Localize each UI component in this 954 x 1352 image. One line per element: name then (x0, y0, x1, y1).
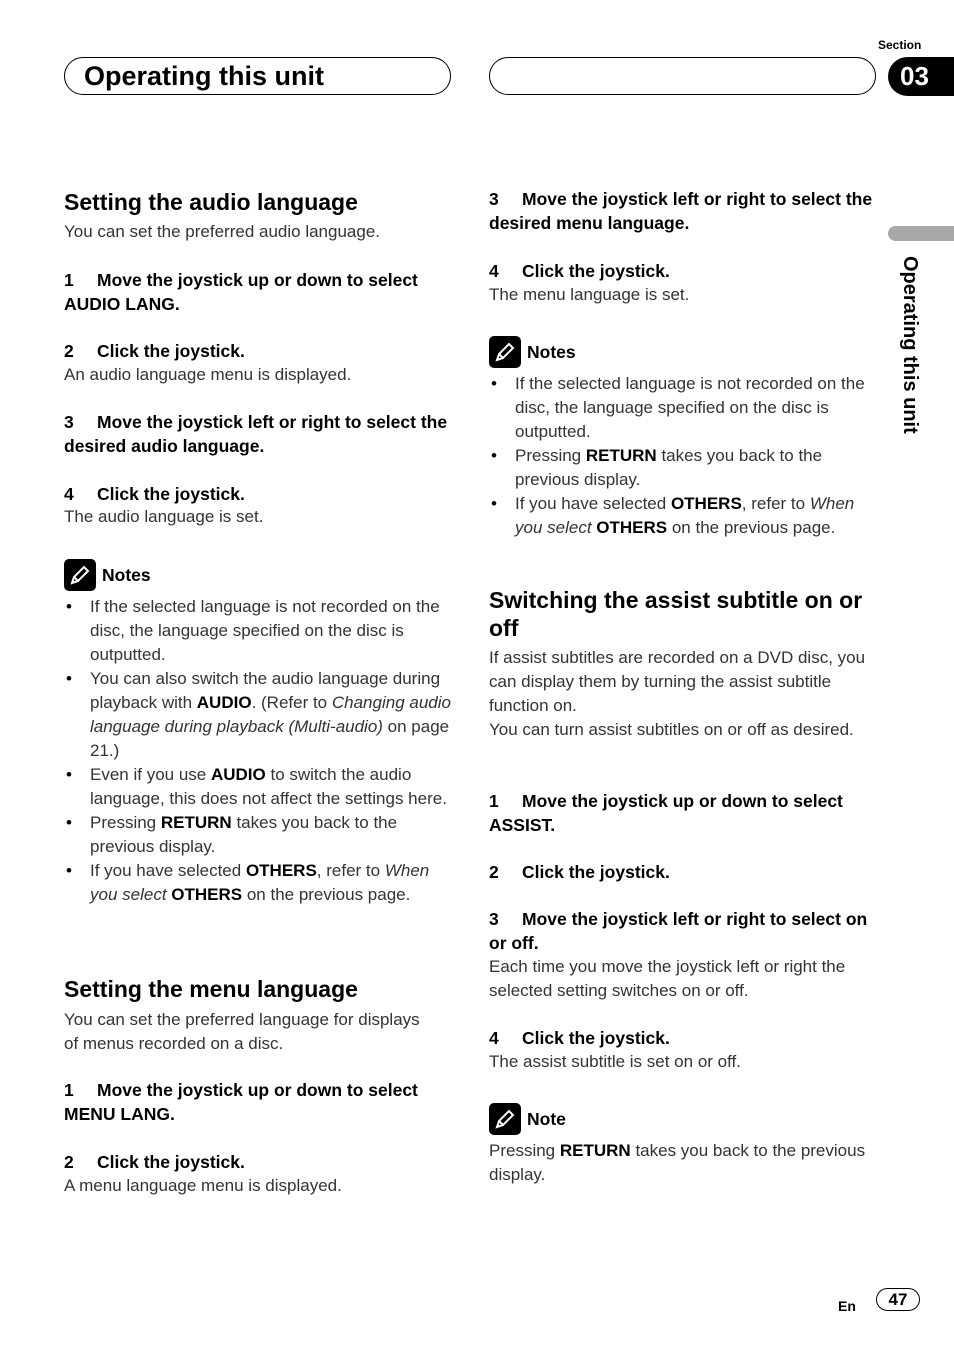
assist-heading: Switching the assist subtitle on or off (489, 587, 863, 641)
audio-step-1 (64, 268, 452, 316)
audio-step-2 (64, 339, 452, 363)
notes-label: Notes (102, 564, 151, 585)
step-text: Click the joystick. (97, 484, 245, 504)
step-number: 2 (489, 862, 499, 882)
assist-step-2 (489, 860, 877, 884)
menu-step-2 (64, 1150, 452, 1174)
assist-step-3-desc: Each time you move the joystick left or right the selected setting switches on or off. (489, 957, 846, 1000)
step-text: Click the joystick. (522, 862, 670, 882)
audio-intro: You can set the preferred audio language. (64, 222, 381, 241)
menu-step-4-desc: The menu language is set. (489, 285, 690, 304)
assist-step-1 (489, 789, 877, 837)
note-label: Note (527, 1108, 566, 1129)
pencil-note-icon (489, 1103, 521, 1135)
note-item: • If you have selected OTHERS, refer to When you select OTHERS on the previous page. (64, 859, 452, 907)
assist-note-text: Pressing RETURN takes you back to the previous display. (489, 1141, 866, 1184)
empty-header-frame (489, 57, 876, 95)
pencil-note-icon (489, 336, 521, 368)
step-text: Move the joystick left or right to select the desired menu language. (489, 189, 873, 233)
menu-intro: You can set the preferred language for displays of menus recorded on a disc. (64, 1010, 420, 1053)
audio-step-4-desc: The audio language is set. (64, 507, 264, 526)
menu-heading: Setting the menu language (64, 976, 358, 1002)
notes-label: Notes (527, 341, 576, 362)
audio-notes-list (64, 595, 452, 907)
step-number: 4 (489, 1028, 499, 1048)
note-item: • If the selected language is not recorded on the disc, the language specified on the disc is outputted. (64, 595, 452, 667)
audio-notes-header (64, 559, 452, 591)
note-item: • If you have selected OTHERS, refer to When you select OTHERS on the previous page. (489, 492, 877, 540)
step-number: 3 (489, 189, 499, 209)
note-item: • Pressing RETURN takes you back to the previous display. (489, 444, 877, 492)
audio-heading: Setting the audio language (64, 189, 358, 215)
step-text: Move the joystick left or right to select the desired audio language. (64, 412, 448, 456)
step-text: Move the joystick up or down to select ASSIST. (489, 791, 843, 835)
note-item: • You can also switch the audio language during playback with AUDIO. (Refer to Changing audio language during playback (Multi-audio) on page 21.) (64, 667, 452, 763)
menu-notes-header (489, 336, 877, 368)
step-number: 2 (64, 341, 74, 361)
assist-intro: If assist subtitles are recorded on a DVD disc, you can display them by turning the assist subtitle function on. (489, 648, 866, 715)
assist-note-header (489, 1103, 877, 1135)
step-text: Click the joystick. (97, 1152, 245, 1172)
menu-step-2-desc: A menu language menu is displayed. (64, 1176, 342, 1195)
step-number: 3 (489, 909, 499, 929)
pencil-note-icon (64, 559, 96, 591)
step-number: 1 (489, 791, 499, 811)
audio-step-3 (64, 410, 452, 458)
step-number: 1 (64, 270, 74, 290)
language-code: En (838, 1298, 856, 1314)
step-number: 4 (64, 484, 74, 504)
side-tab-label: Operating this unit (899, 256, 921, 434)
step-text: Move the joystick up or down to select AUDIO LANG. (64, 270, 418, 314)
step-number: 3 (64, 412, 74, 432)
step-text: Click the joystick. (97, 341, 245, 361)
menu-notes-list (489, 372, 877, 540)
audio-step-4 (64, 482, 452, 506)
step-number: 1 (64, 1080, 74, 1100)
step-number: 4 (489, 261, 499, 281)
step-text: Move the joystick left or right to select on or off. (489, 909, 868, 953)
note-item: • Even if you use AUDIO to switch the audio language, this does not affect the settings here. (64, 763, 452, 811)
assist-intro-2: You can turn assist subtitles on or off as desired. (489, 720, 854, 739)
side-tab-marker (888, 226, 954, 241)
step-number: 2 (64, 1152, 74, 1172)
page-number: 47 (876, 1288, 920, 1311)
step-text: Click the joystick. (522, 261, 670, 281)
page-title: Operating this unit (84, 61, 324, 91)
section-label: Section (878, 38, 922, 52)
step-text: Click the joystick. (522, 1028, 670, 1048)
note-item: • If the selected language is not recorded on the disc, the language specified on the disc is outputted. (489, 372, 877, 444)
step-text: Move the joystick up or down to select MENU LANG. (64, 1080, 418, 1124)
menu-step-4 (489, 259, 877, 283)
menu-step-1 (64, 1078, 452, 1126)
section-number-badge: 03 (888, 57, 954, 96)
audio-step-2-desc: An audio language menu is displayed. (64, 365, 352, 384)
note-item: • Pressing RETURN takes you back to the previous display. (64, 811, 452, 859)
menu-step-3 (489, 187, 877, 235)
assist-step-3 (489, 907, 877, 955)
assist-step-4 (489, 1026, 877, 1050)
assist-step-4-desc: The assist subtitle is set on or off. (489, 1052, 741, 1071)
